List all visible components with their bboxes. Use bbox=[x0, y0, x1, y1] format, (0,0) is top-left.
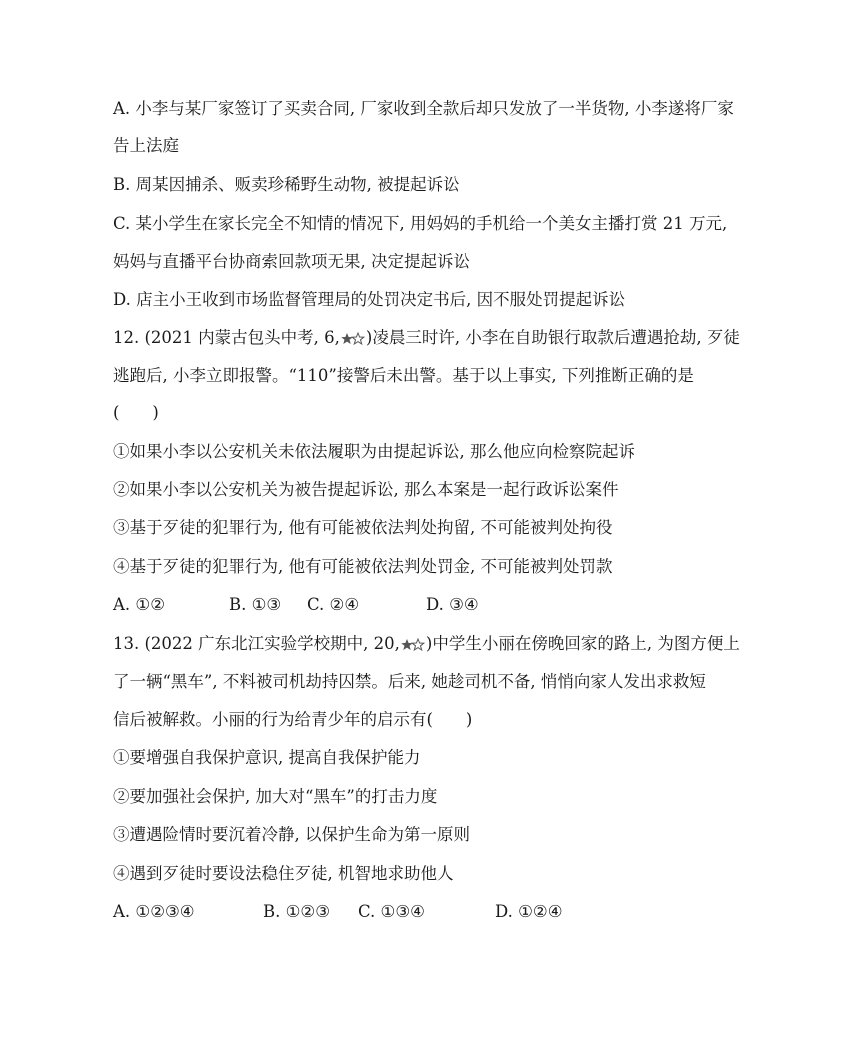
q13-statement-1: ①要增强自我保护意识, 提高自我保护能力 bbox=[113, 748, 421, 767]
q12-statement-1: ①如果小李以公安机关未依法履职为由提起诉讼, 那么他应向检察院起诉 bbox=[113, 442, 635, 461]
q13-option-b: B. ①②③ bbox=[263, 902, 330, 921]
q11-option-c-line2: 妈妈与直播平台协商索回款项无果, 决定提起诉讼 bbox=[113, 252, 470, 271]
q12-answer-bracket: ( ) bbox=[113, 403, 159, 422]
q13-stem-line3: 信后被解救。小丽的行为给青少年的启示有( ) bbox=[113, 710, 473, 729]
q11-option-c-line1: C. 某小学生在家长完全不知情的情况下, 用妈妈的手机给一个美女主播打赏 21 万元, bbox=[113, 214, 728, 233]
q13-option-a: A. ①②③④ bbox=[113, 902, 195, 921]
q12-stem-line1 bbox=[113, 326, 753, 353]
q13-source: 13. (2022 广东北江实验学校期中, 20, bbox=[113, 634, 400, 653]
q13-options bbox=[113, 900, 753, 924]
two-star-difficulty-icon bbox=[401, 635, 425, 659]
q11-option-d: D. 店主小王收到市场监督管理局的处罚决定书后, 因不服处罚提起诉讼 bbox=[113, 290, 626, 309]
q13-stem-line1 bbox=[113, 632, 753, 659]
q12-source: 12. (2021 内蒙古包头中考, 6, bbox=[113, 328, 340, 347]
q13-option-d: D. ①②④ bbox=[495, 902, 563, 921]
q13-option-c: C. ①③④ bbox=[358, 902, 425, 921]
two-star-difficulty-icon bbox=[341, 329, 365, 353]
q12-statement-2: ②如果小李以公安机关为被告提起诉讼, 那么本案是一起行政诉讼案件 bbox=[113, 480, 619, 499]
q12-stem-text: )凌晨三时许, 小李在自助银行取款后遭遇抢劫, 歹徒 bbox=[365, 328, 740, 347]
q13-statement-3: ③遭遇险情时要沉着冷静, 以保护生命为第一原则 bbox=[113, 825, 470, 844]
q11-option-a-line1: A. 小李与某厂家签订了买卖合同, 厂家收到全款后却只发放了一半货物, 小李遂将厂家 bbox=[113, 99, 734, 118]
q12-option-d: D. ③④ bbox=[426, 595, 479, 614]
q12-option-a: A. ①② bbox=[113, 595, 165, 614]
q12-statement-3: ③基于歹徒的犯罪行为, 他有可能被依法判处拘留, 不可能被判处拘役 bbox=[113, 518, 613, 537]
q12-option-b: B. ①③ bbox=[229, 595, 282, 614]
q13-statement-2: ②要加强社会保护, 加大对“黑车”的打击力度 bbox=[113, 787, 438, 806]
q13-statement-4: ④遇到歹徒时要设法稳住歹徒, 机智地求助他人 bbox=[113, 864, 454, 883]
q12-options bbox=[113, 593, 753, 617]
q13-stem-line2: 了一辆“黑车”, 不料被司机劫持囚禁。后来, 她趁司机不备, 悄悄向家人发出求救短 bbox=[113, 672, 706, 691]
q12-stem-line2: 逃跑后, 小李立即报警。“110”接警后未出警。基于以上事实, 下列推断正确的是 bbox=[113, 366, 694, 385]
q13-stem-text: )中学生小丽在傍晚回家的路上, 为图方便上 bbox=[425, 634, 740, 653]
q12-statement-4: ④基于歹徒的犯罪行为, 他有可能被依法判处罚金, 不可能被判处罚款 bbox=[113, 557, 613, 576]
q11-option-a-line2: 告上法庭 bbox=[113, 136, 179, 155]
q11-option-b: B. 周某因捕杀、贩卖珍稀野生动物, 被提起诉讼 bbox=[113, 175, 460, 194]
q12-option-c: C. ②④ bbox=[307, 595, 360, 614]
